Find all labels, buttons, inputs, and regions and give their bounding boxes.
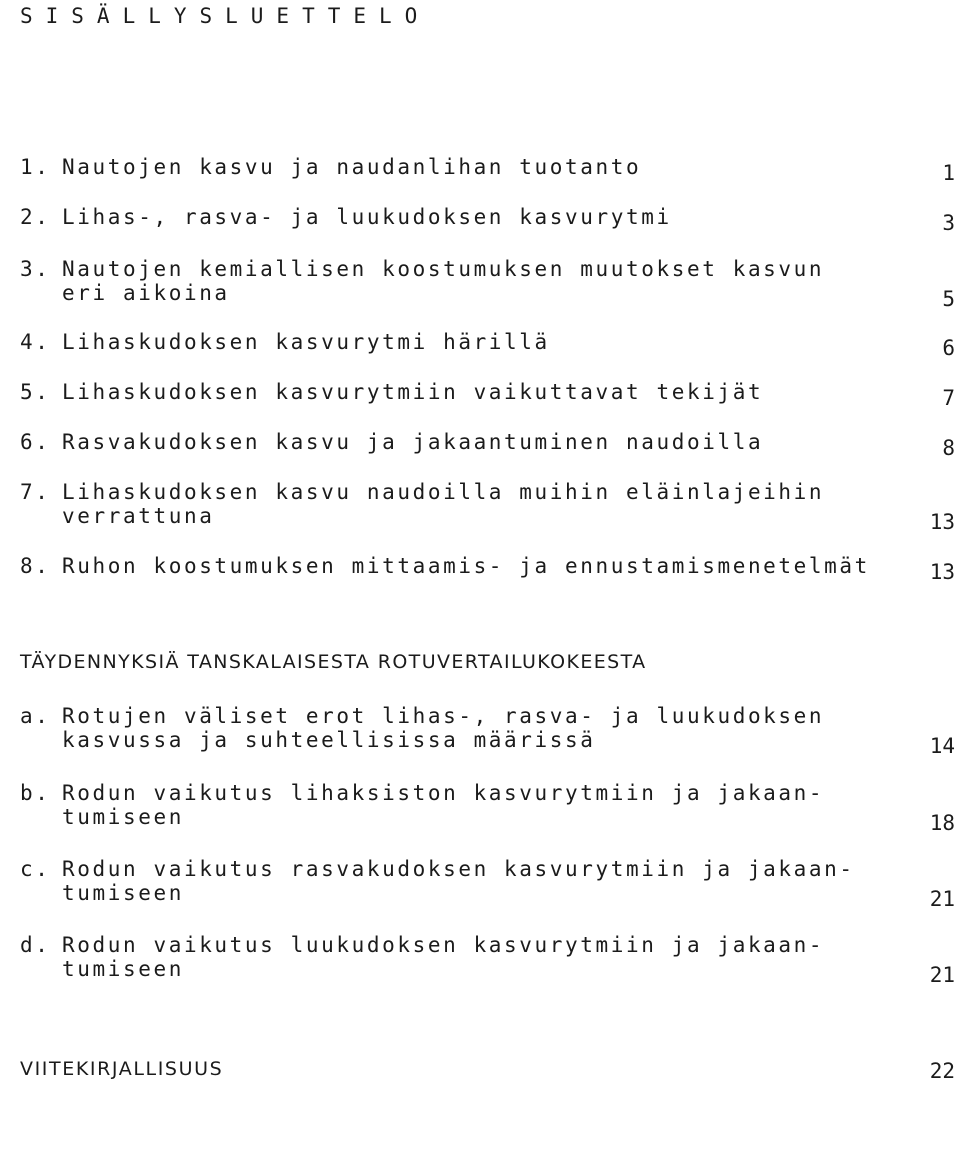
toc-entry-page: 13: [929, 510, 955, 534]
supplement-entry-text: Rotujen väliset erot lihas-, rasva- ja luukudoksen kasvussa ja suhteellisissa määrissä: [62, 704, 825, 752]
supplement-entry-d: [20, 933, 955, 987]
toc-entry-text: Lihaskudoksen kasvu naudoilla muihin eläinlajeihin verrattuna: [62, 480, 825, 528]
page-title: SISÄLLYSLUETTELO: [20, 4, 431, 28]
toc-entry-number: 7.: [20, 480, 51, 504]
supplement-heading: TÄYDENNYKSIÄ TANSKALAISESTA ROTUVERTAILUKOKEESTA: [20, 651, 647, 673]
toc-entry-text: Nautojen kasvu ja naudanlihan tuotanto: [62, 155, 642, 179]
supplement-entry-page: 21: [929, 963, 955, 987]
toc-entry-number: 2.: [20, 205, 51, 229]
supplement-entry-text: Rodun vaikutus lihaksiston kasvurytmiin ja jakaan- tumiseen: [62, 781, 825, 829]
supplement-entry-text: Rodun vaikutus rasvakudoksen kasvurytmiin ja jakaan- tumiseen: [62, 857, 855, 905]
toc-entry-4: [20, 330, 955, 360]
supplement-entry-page: 18: [929, 811, 955, 835]
toc-entry-8: [20, 554, 955, 584]
supplement-entry-letter: a.: [20, 704, 51, 728]
references-entry: [20, 1057, 955, 1081]
supplement-entry-a: [20, 704, 955, 758]
toc-entry-6: [20, 430, 955, 460]
toc-entry-5: [20, 380, 955, 410]
supplement-entry-letter: b.: [20, 781, 51, 805]
toc-entry-text: Ruhon koostumuksen mittaamis- ja ennustamismenetelmät: [62, 554, 870, 578]
toc-entry-page: 13: [929, 560, 955, 584]
supplement-entry-letter: d.: [20, 933, 51, 957]
toc-entry-page: 1: [942, 161, 955, 185]
supplement-entry-text: Rodun vaikutus luukudoksen kasvurytmiin ja jakaan- tumiseen: [62, 933, 825, 981]
toc-entry-number: 4.: [20, 330, 51, 354]
references-page: 22: [929, 1059, 955, 1083]
toc-entry-page: 6: [942, 336, 955, 360]
supplement-entry-page: 21: [929, 887, 955, 911]
toc-entry-number: 5.: [20, 380, 51, 404]
toc-entry-page: 3: [942, 211, 955, 235]
supplement-entry-b: [20, 781, 955, 835]
references-label: VIITEKIRJALLISUUS: [20, 1058, 224, 1080]
toc-entry-number: 8.: [20, 554, 51, 578]
toc-entry-text: Rasvakudoksen kasvu ja jakaantuminen naudoilla: [62, 430, 764, 454]
toc-entry-3: [20, 257, 955, 311]
toc-entry-2: [20, 205, 955, 235]
toc-entry-7: [20, 480, 955, 534]
toc-entry-number: 6.: [20, 430, 51, 454]
toc-entry-page: 8: [942, 436, 955, 460]
supplement-entry-page: 14: [929, 734, 955, 758]
toc-entry-page: 5: [942, 287, 955, 311]
toc-entry-text: Lihaskudoksen kasvurytmi härillä: [62, 330, 550, 354]
toc-entry-text: Nautojen kemiallisen koostumuksen muutokset kasvun eri aikoina: [62, 257, 825, 305]
toc-entry-text: Lihas-, rasva- ja luukudoksen kasvurytmi: [62, 205, 672, 229]
supplement-entry-letter: c.: [20, 857, 51, 881]
toc-entry-number: 3.: [20, 257, 51, 281]
toc-entry-number: 1.: [20, 155, 51, 179]
toc-entry-text: Lihaskudoksen kasvurytmiin vaikuttavat tekijät: [62, 380, 764, 404]
toc-entry-page: 7: [942, 386, 955, 410]
supplement-entry-c: [20, 857, 955, 911]
toc-entry-1: [20, 155, 955, 185]
